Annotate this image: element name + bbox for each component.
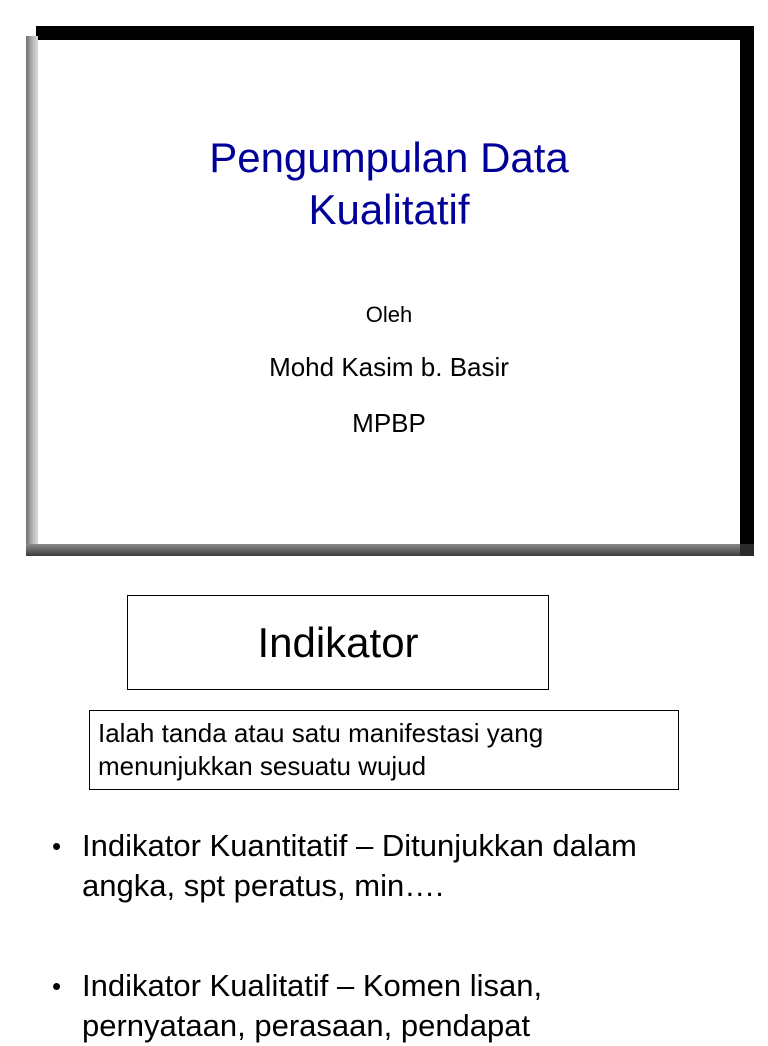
presentation-title xyxy=(38,132,740,236)
definition-box xyxy=(89,710,679,790)
presentation-title-line-2: Kualitatif xyxy=(308,186,470,233)
presentation-title-line-1: Pengumpulan Data xyxy=(209,134,569,181)
slide-heading xyxy=(127,595,549,690)
bullet-item-qualitative xyxy=(50,966,750,1046)
definition-line-2: menunjukkan sesuatu wujud xyxy=(98,751,427,781)
slide-heading-text: Indikator xyxy=(257,618,419,666)
by-label: Oleh xyxy=(365,302,413,327)
slide-frame-corner xyxy=(740,544,754,556)
definition-line-1: Ialah tanda atau satu manifestasi yang xyxy=(98,718,544,748)
bullet-line: Indikator Kuantitatif – Ditunjukkan dalam xyxy=(82,828,637,863)
bullet-line: angka, spt peratus, min…. xyxy=(82,868,444,903)
slide-frame-top xyxy=(36,26,754,40)
slide-frame-bottom-bevel xyxy=(26,544,744,556)
bullet-list xyxy=(50,826,750,1046)
bullet-item-quantitative xyxy=(50,826,750,906)
slide-frame-right xyxy=(740,26,754,546)
slide-frame-left-bevel xyxy=(26,36,38,546)
bullet-marker: • xyxy=(52,831,62,861)
organization-name: MPBP xyxy=(352,408,426,438)
bullet-marker: • xyxy=(52,971,62,1001)
bullet-line: Indikator Kualitatif – Komen lisan, xyxy=(82,968,543,1003)
author-name: Mohd Kasim b. Basir xyxy=(269,352,509,382)
bullet-line: pernyataan, perasaan, pendapat xyxy=(82,1008,531,1043)
title-slide xyxy=(26,26,754,556)
title-slide-content xyxy=(38,40,740,544)
